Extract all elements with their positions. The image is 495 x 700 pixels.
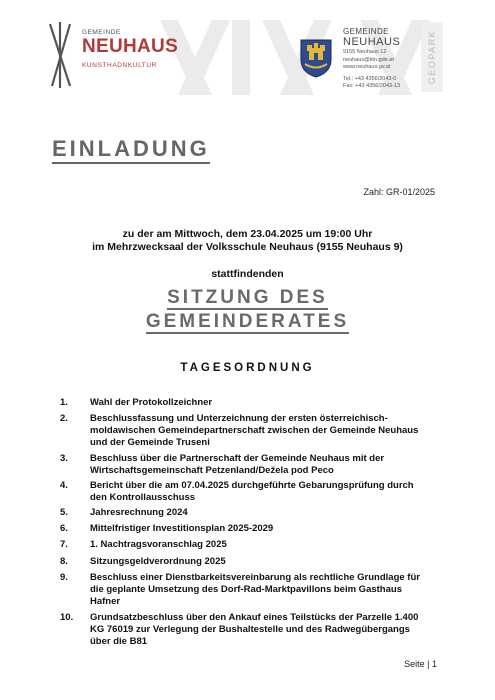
geopark-label: GEOPARK (427, 29, 437, 85)
address-block (343, 27, 423, 91)
logo-name: NEUHAUS (82, 36, 179, 57)
municipal-crest-icon (299, 38, 333, 78)
address-fax: Fax: +43 4356/2043-13 (343, 83, 401, 89)
meeting-heading-line1: SITZUNG DES (167, 287, 328, 308)
logo-gemeinde-label: GEMEINDE (82, 29, 121, 36)
address-web: www.neuhaus.gv.at (343, 64, 391, 70)
meeting-location-line: im Mehrzwecksaal der Volksschule Neuhaus (9155 Neuhaus 9) (92, 241, 403, 253)
address-municipality-name: NEUHAUS (343, 36, 401, 48)
logo-subtitle: KUNSTHADNKULTUR (82, 62, 157, 69)
address-phone: Tel.: +43 4356/2043-0 (343, 75, 397, 82)
address-email: neuhaus@ktn.gde.at (343, 56, 394, 63)
stattfindenden-text: stattfindenden (211, 268, 284, 280)
document-title: EINLADUNG (52, 136, 210, 164)
agenda-title: TAGESORDNUNG (180, 362, 315, 374)
address-gemeinde-label: GEMEINDE (343, 27, 389, 36)
meeting-date-line: zu der am Mittwoch, dem 23.04.2025 um 19:00 Uhr (122, 228, 373, 240)
page-number: Seite | 1 (404, 659, 437, 669)
meeting-heading-line2: GEMEINDERATES (145, 311, 350, 332)
reference-number: Zahl: GR-01/2025 (363, 187, 435, 197)
address-street: 9155 Neuhaus 12 (343, 49, 387, 55)
